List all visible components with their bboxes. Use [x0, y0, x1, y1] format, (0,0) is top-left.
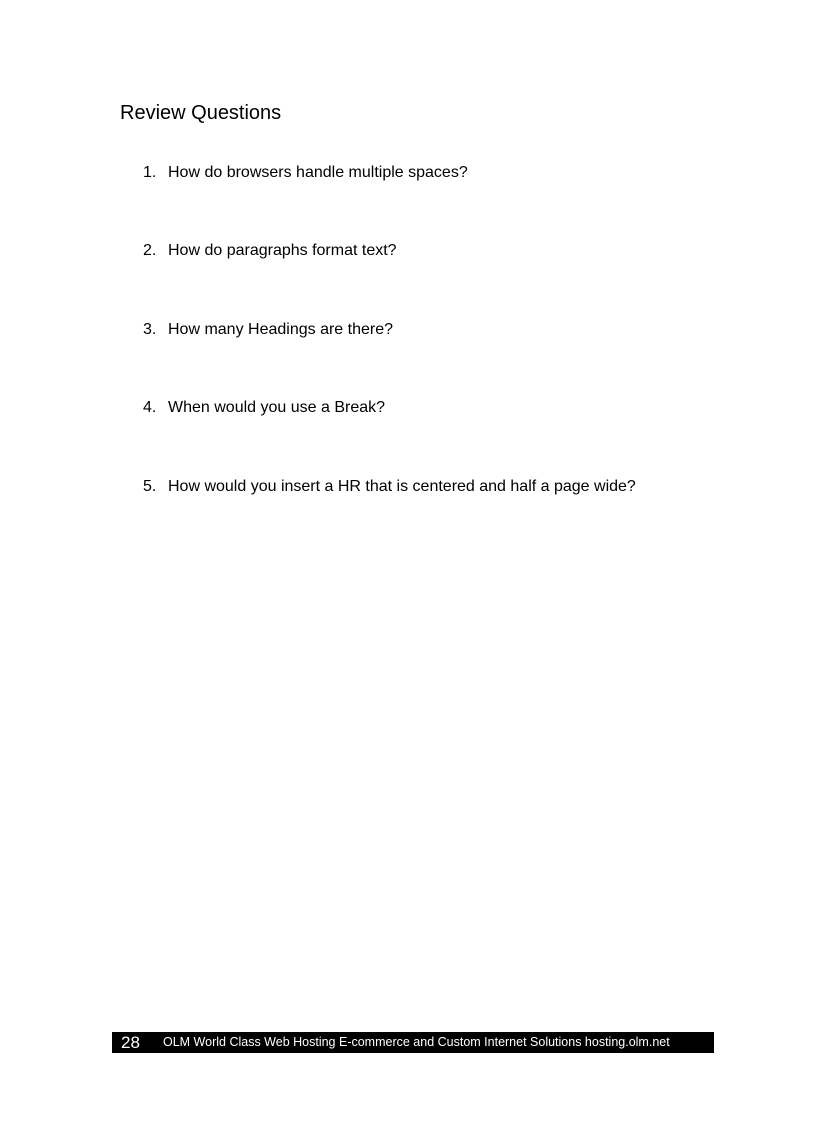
review-question-4	[143, 398, 385, 418]
question-number: 3.	[143, 321, 157, 338]
question-text: How do paragraphs format text?	[168, 242, 397, 259]
review-question-5	[143, 477, 636, 497]
question-number: 1.	[143, 164, 157, 181]
page-title: Review Questions	[120, 102, 282, 124]
question-number: 2.	[143, 242, 157, 259]
question-text: How many Headings are there?	[168, 321, 394, 338]
question-number: 5.	[143, 478, 157, 495]
question-text: How would you insert a HR that is centered and half a page wide?	[168, 478, 636, 495]
question-number: 4.	[143, 399, 157, 416]
question-text: When would you use a Break?	[168, 399, 386, 416]
review-question-3	[143, 320, 393, 340]
footer-text: OLM World Class Web Hosting E-commerce and Custom Internet Solutions hosting.olm.net	[163, 1035, 670, 1049]
question-text: How do browsers handle multiple spaces?	[168, 164, 468, 181]
page-footer	[112, 1032, 714, 1053]
page-number: 28	[121, 1033, 140, 1052]
review-question-2	[143, 241, 397, 261]
review-question-1	[143, 163, 468, 183]
